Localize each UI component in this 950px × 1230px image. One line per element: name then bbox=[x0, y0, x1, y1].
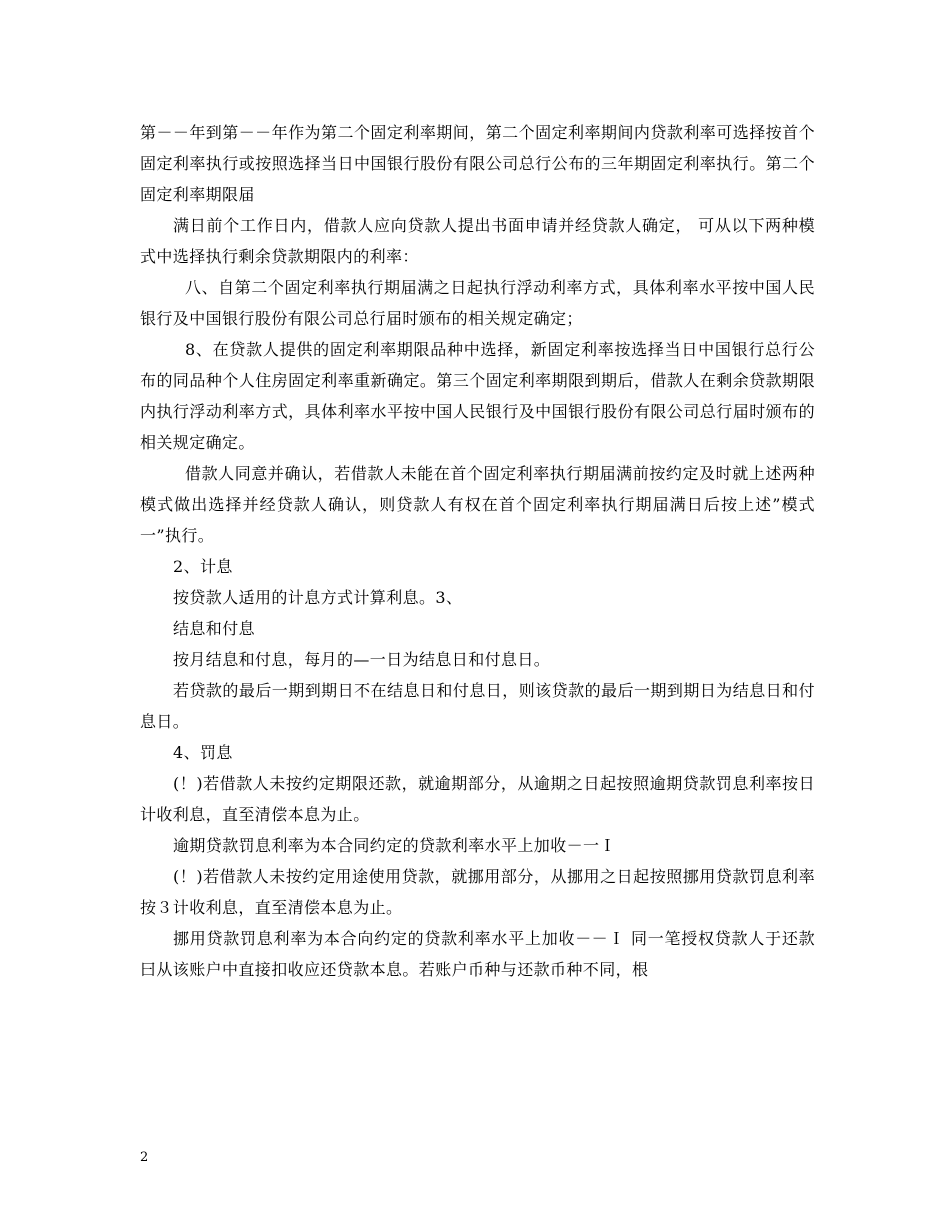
paragraph-overdue-penalty: (！)若借款人未按约定期限还款，就逾期部分，从逾期之日起按照逾期贷款罚息利率按日计收利息，直至清偿本息为止。 bbox=[140, 774, 815, 824]
paragraph-overdue-rate: 逾期贷款罚息利率为本合同约定的贷款利率水平上加收－一Ｉ bbox=[173, 836, 616, 855]
page-number: 2 bbox=[140, 1150, 149, 1165]
paragraph-monthly-settlement: 按月结息和付息，每月的—一日为结息日和付息日。 bbox=[173, 650, 551, 669]
paragraph-option-fixed: 8、在贷款人提供的固定利率期限品种中选择，新固定利率按选择当日中国银行总行公布的同品种个人住房固定利率重新确定。第三个固定利率期限到期后，借款人在剩余贷款期限内执行浮动利率方式，具体利率水平按中国人民银行及中国银行股份有限公司总行届时颁布的相关规定确定。 bbox=[140, 340, 815, 452]
paragraph-final-installment: 若贷款的最后一期到期日不在结息日和付息日，则该贷款的最后一期到期日为结息日和付息日。 bbox=[140, 681, 815, 731]
heading-penalty-interest: 4、罚息 bbox=[173, 743, 233, 762]
paragraph-fixed-rate-period-2: 第－－年到第－－年作为第二个固定利率期间，第二个固定利率期间内贷款利率可选择按首个固定利率执行或按照选择当日中国银行股份有限公司总行公布的三年期固定利率执行。第二个固定利率期限届 bbox=[140, 123, 815, 204]
paragraph-application-deadline: 满日前个工作日内，借款人应向贷款人提出书面申请并经贷款人确定， 可从以下两种模式中选择执行剩余贷款期限内的利率： bbox=[140, 216, 815, 266]
paragraph-misuse-penalty: (！)若借款人未按约定用途使用贷款，就挪用部分，从挪用之日起按照挪用贷款罚息利率按３计收利息，直至清偿本息为止。 bbox=[140, 867, 815, 917]
heading-settlement-payment: 结息和付息 bbox=[173, 619, 256, 638]
paragraph-option-floating: 八、自第二个固定利率执行期届满之日起执行浮动利率方式，具体利率水平按中国人民银行及中国银行股份有限公司总行届时颁布的相关规定确定； bbox=[140, 278, 815, 328]
paragraph-misuse-rate: 挪用贷款罚息利率为本合向约定的贷款利率水平上加收－－Ｉ 同一笔授权贷款人于还款曰从该账户中直接扣收应还贷款本息。若账户币种与还款币种不同，根 bbox=[140, 929, 815, 979]
document-body bbox=[140, 117, 815, 985]
paragraph-interest-method: 按贷款人适用的计息方式计算利息。3、 bbox=[173, 588, 463, 607]
heading-interest-calculation: 2、计息 bbox=[173, 557, 233, 576]
paragraph-borrower-consent: 借款人同意并确认，若借款人未能在首个固定利率执行期届满前按约定及时就上述两种模式做出选择并经贷款人确认，则贷款人有权在首个固定利率执行期届满日后按上述”模式一”执行。 bbox=[140, 464, 815, 545]
